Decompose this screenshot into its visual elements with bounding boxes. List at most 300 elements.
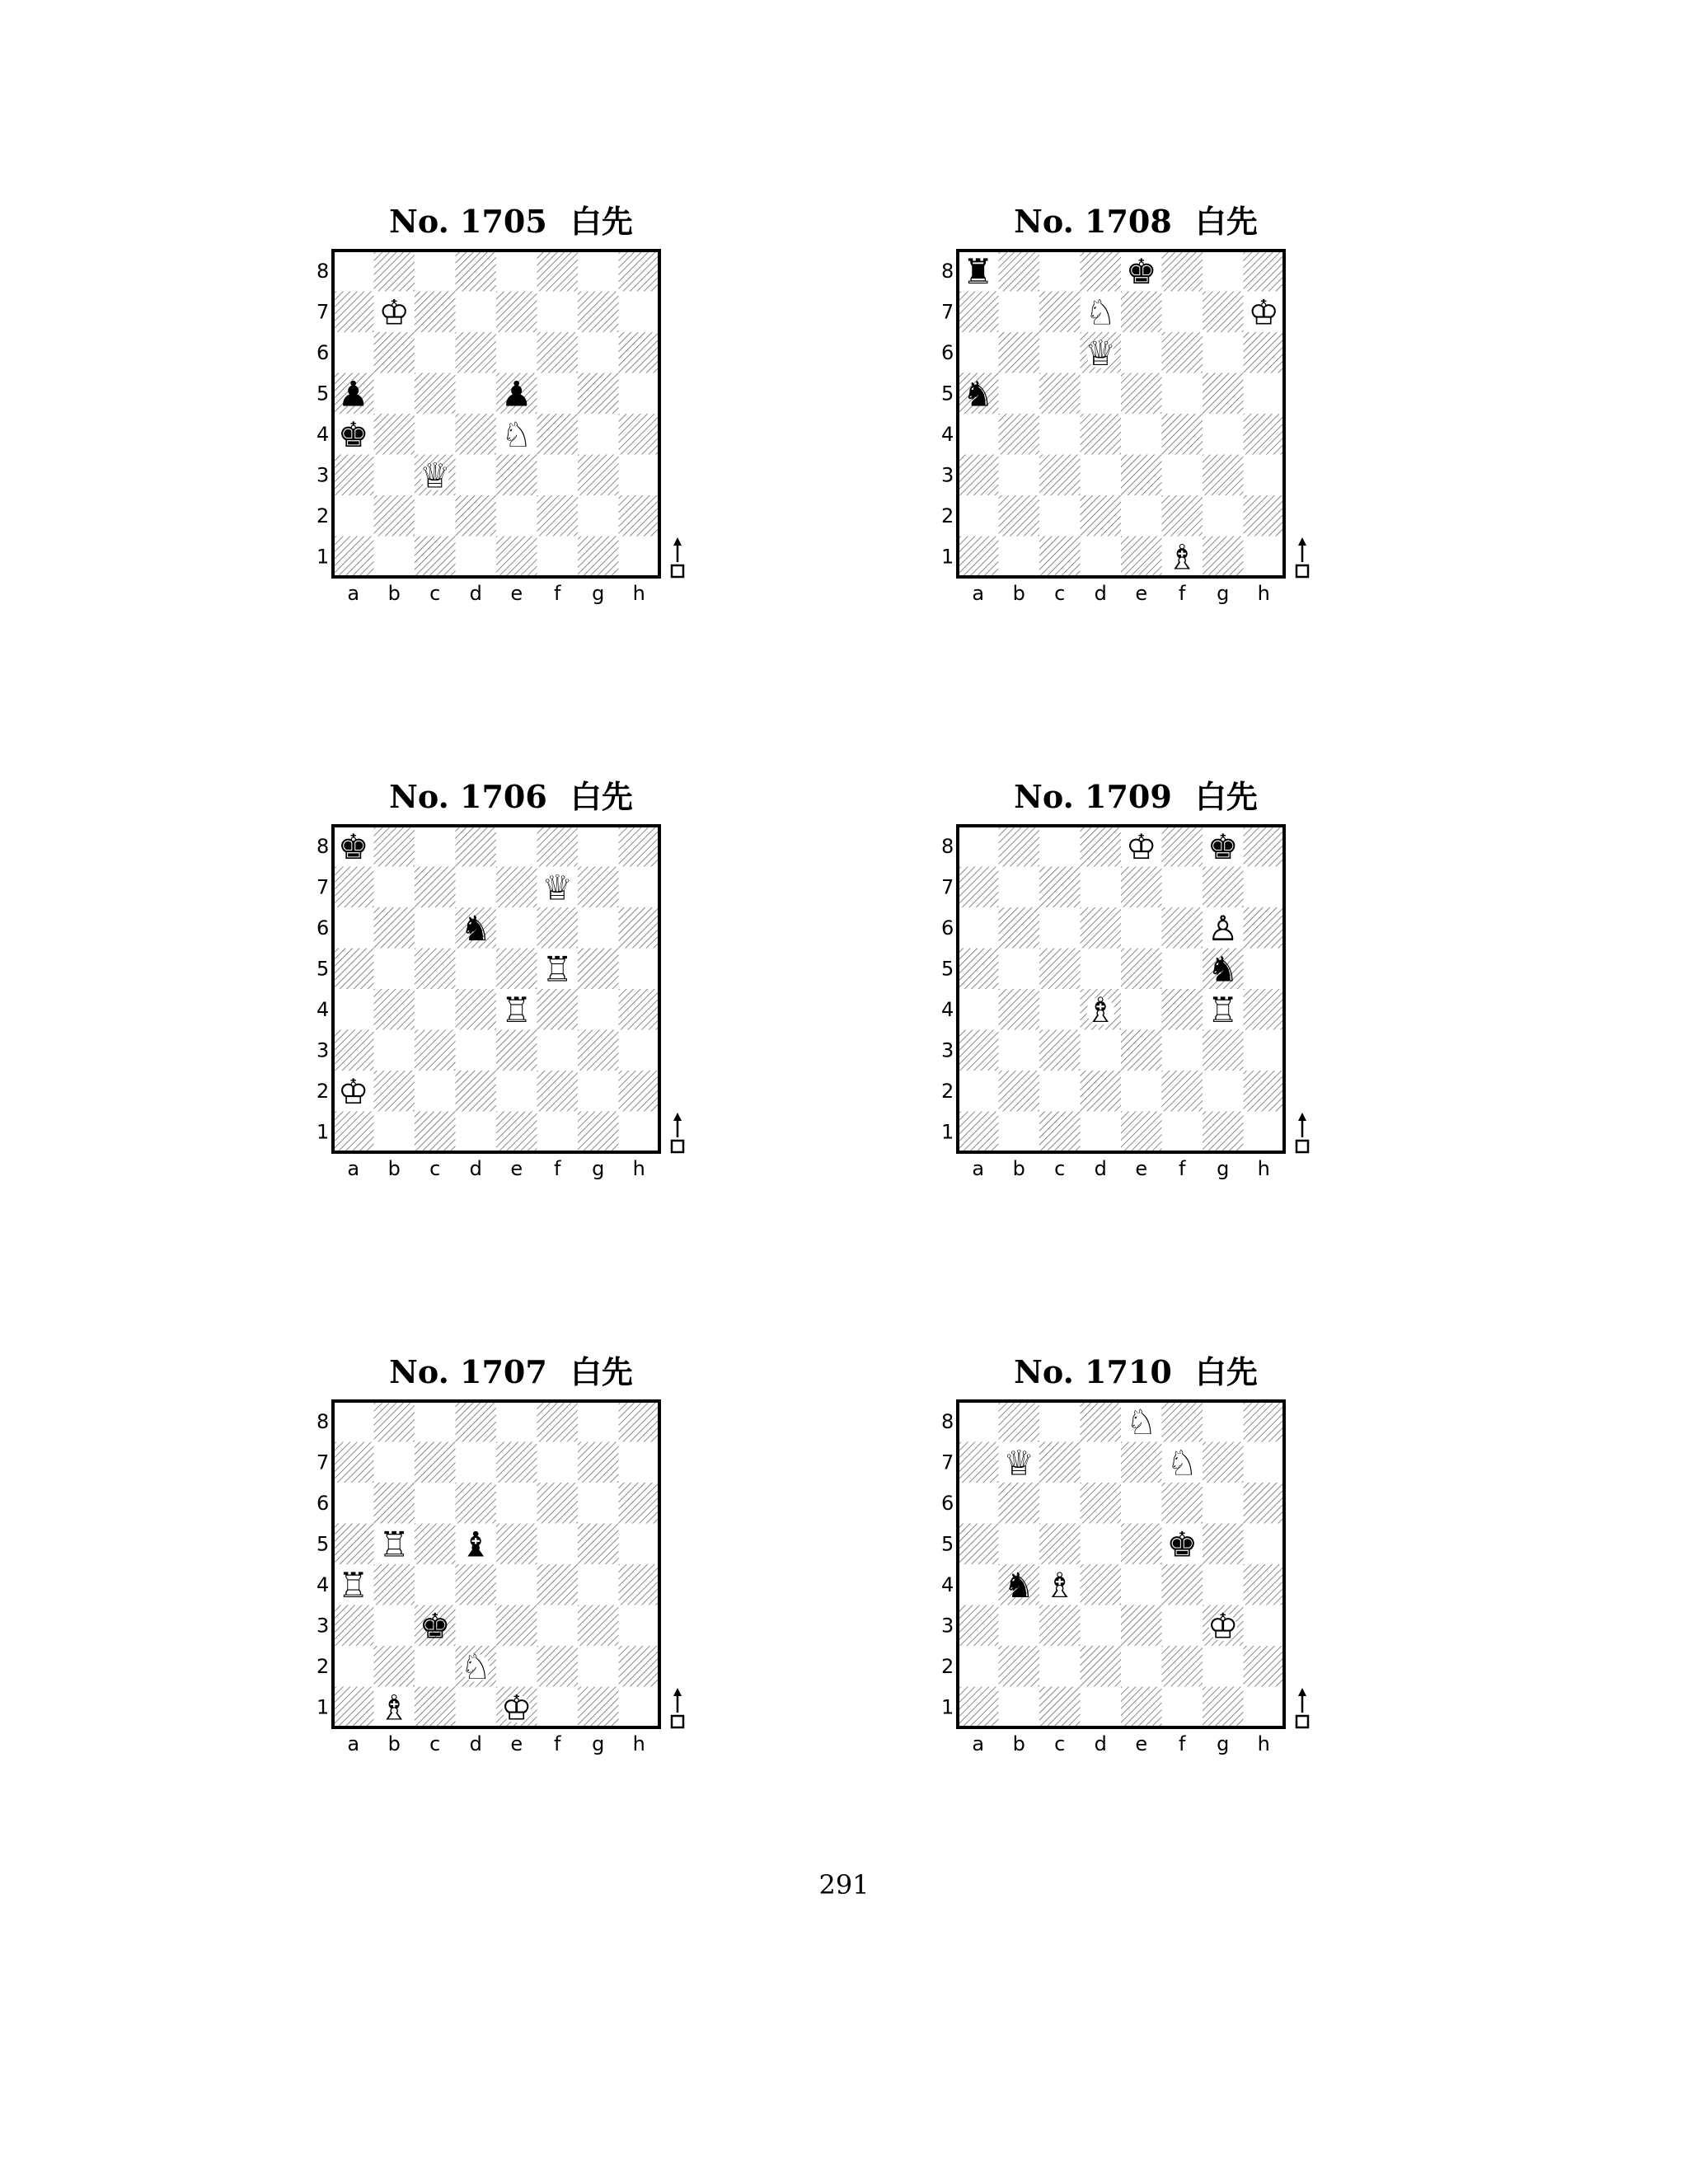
square-e4 xyxy=(1121,414,1162,455)
rank-label: 1 xyxy=(941,545,954,569)
square-h8 xyxy=(619,826,660,867)
file-label: a xyxy=(972,1157,985,1180)
square-e3 xyxy=(1121,1605,1162,1647)
square-g4 xyxy=(1203,414,1244,455)
square-f4 xyxy=(1162,989,1203,1030)
square-a6 xyxy=(333,907,374,949)
square-h1 xyxy=(1244,1687,1285,1728)
square-c8 xyxy=(1039,251,1081,292)
file-label: c xyxy=(1054,1157,1066,1180)
rank-label: 4 xyxy=(941,422,954,446)
white-king-icon xyxy=(1248,292,1279,332)
square-h5 xyxy=(1244,949,1285,990)
square-c3 xyxy=(1039,1030,1081,1071)
square-e4 xyxy=(1121,1564,1162,1605)
square-f4 xyxy=(537,989,579,1030)
svg-text:♖: ♖ xyxy=(500,989,532,1030)
black-knight-icon xyxy=(1003,1565,1034,1605)
square-c1 xyxy=(1039,1112,1081,1153)
square-f1 xyxy=(1162,1687,1203,1728)
file-label: c xyxy=(429,582,441,605)
white-queen-icon xyxy=(420,455,451,495)
square-f6 xyxy=(1162,332,1203,373)
side-to-move: 白先 xyxy=(570,1353,633,1390)
square-g1 xyxy=(578,537,619,578)
file-label: h xyxy=(1257,1732,1270,1755)
white-to-move-icon xyxy=(672,1113,683,1152)
square-b5 xyxy=(999,373,1040,415)
square-a7 xyxy=(333,292,374,333)
square-a1 xyxy=(333,1687,374,1728)
chess-diagram xyxy=(313,1394,692,1755)
square-c4 xyxy=(1039,414,1081,455)
white-queen-icon xyxy=(1085,333,1116,373)
puzzle-1707 xyxy=(313,1347,775,1775)
square-d3 xyxy=(456,1030,497,1071)
square-e6 xyxy=(496,332,537,373)
file-label: b xyxy=(387,1732,401,1755)
puzzle-1706 xyxy=(313,771,775,1200)
rank-label: 5 xyxy=(941,957,954,981)
square-c7 xyxy=(1039,292,1081,333)
square-d6 xyxy=(1081,1483,1122,1524)
black-rook-icon xyxy=(963,251,994,292)
square-e5 xyxy=(1121,949,1162,990)
side-to-move: 白先 xyxy=(1194,203,1258,240)
file-label: a xyxy=(347,582,360,605)
square-g2 xyxy=(578,1071,619,1112)
svg-text:♔: ♔ xyxy=(337,1071,369,1112)
square-a2 xyxy=(333,1646,374,1687)
square-a4 xyxy=(958,989,999,1030)
square-f8 xyxy=(1162,1401,1203,1442)
square-g3 xyxy=(578,455,619,496)
square-c4 xyxy=(415,989,456,1030)
square-d8 xyxy=(456,251,497,292)
file-label: b xyxy=(1012,582,1025,605)
rank-label: 8 xyxy=(941,834,954,858)
square-g2 xyxy=(578,1646,619,1687)
square-d8 xyxy=(456,1401,497,1442)
rank-label: 2 xyxy=(316,504,330,527)
square-e1 xyxy=(496,1112,537,1153)
square-g6 xyxy=(578,332,619,373)
black-king-icon xyxy=(1166,1524,1198,1564)
file-label: d xyxy=(1094,582,1107,605)
rank-label: 6 xyxy=(316,340,330,364)
square-f5 xyxy=(537,373,579,415)
square-b2 xyxy=(999,1071,1040,1112)
white-to-move-icon xyxy=(672,1688,683,1727)
square-e2 xyxy=(496,495,537,537)
svg-text:♚: ♚ xyxy=(1207,826,1239,867)
square-c8 xyxy=(415,826,456,867)
svg-text:♚: ♚ xyxy=(419,1605,451,1647)
puzzle-1709 xyxy=(938,771,1400,1200)
square-a5 xyxy=(958,949,999,990)
square-f7 xyxy=(1162,292,1203,333)
square-h4 xyxy=(1244,414,1285,455)
square-g8 xyxy=(1203,251,1244,292)
square-h2 xyxy=(1244,1071,1285,1112)
square-e5 xyxy=(496,949,537,990)
square-e1 xyxy=(1121,1112,1162,1153)
puzzle-title xyxy=(346,196,676,241)
svg-text:♔: ♔ xyxy=(1125,826,1157,867)
rank-label: 4 xyxy=(316,1572,330,1596)
svg-text:♙: ♙ xyxy=(1207,907,1239,949)
square-g3 xyxy=(1203,455,1244,496)
square-e7 xyxy=(1121,1442,1162,1483)
square-g1 xyxy=(1203,1687,1244,1728)
square-d8 xyxy=(1081,826,1122,867)
file-label: a xyxy=(972,1732,985,1755)
white-king-icon xyxy=(1126,827,1157,867)
square-h7 xyxy=(1244,867,1285,908)
square-a2 xyxy=(958,1071,999,1112)
file-label: d xyxy=(469,1157,482,1180)
square-d4 xyxy=(456,989,497,1030)
file-label: b xyxy=(387,1157,401,1180)
square-c4 xyxy=(415,414,456,455)
square-h5 xyxy=(619,373,660,415)
rank-label: 1 xyxy=(941,1120,954,1144)
square-c6 xyxy=(1039,332,1081,373)
square-a8 xyxy=(333,251,374,292)
square-h3 xyxy=(619,455,660,496)
square-b3 xyxy=(374,1605,415,1647)
square-h7 xyxy=(1244,1442,1285,1483)
file-label: e xyxy=(510,1732,523,1755)
square-f8 xyxy=(537,1401,579,1442)
square-a4 xyxy=(958,414,999,455)
file-label: d xyxy=(1094,1732,1107,1755)
square-f8 xyxy=(537,251,579,292)
square-a4 xyxy=(333,989,374,1030)
square-b8 xyxy=(999,251,1040,292)
file-label: c xyxy=(429,1157,441,1180)
black-knight-icon xyxy=(963,373,994,414)
file-label: f xyxy=(554,1157,561,1180)
black-king-icon xyxy=(1126,251,1157,292)
square-e2 xyxy=(496,1646,537,1687)
square-e6 xyxy=(496,907,537,949)
square-a3 xyxy=(958,1030,999,1071)
file-label: f xyxy=(554,1732,561,1755)
square-b6 xyxy=(999,907,1040,949)
rank-label: 8 xyxy=(316,259,330,283)
square-a5 xyxy=(958,1524,999,1565)
square-a7 xyxy=(958,1442,999,1483)
square-h2 xyxy=(1244,495,1285,537)
square-g7 xyxy=(578,867,619,908)
white-knight-icon xyxy=(1166,1442,1198,1483)
puzzle-1710 xyxy=(938,1347,1400,1775)
white-to-move-icon xyxy=(1296,1113,1308,1152)
square-f6 xyxy=(537,332,579,373)
square-d1 xyxy=(456,1687,497,1728)
puzzle-number: No. 1706 xyxy=(389,778,547,815)
svg-text:♞: ♞ xyxy=(1003,1564,1035,1605)
square-f4 xyxy=(1162,414,1203,455)
chess-diagram xyxy=(313,819,692,1180)
square-b4 xyxy=(374,414,415,455)
square-d2 xyxy=(1081,495,1122,537)
rank-label: 7 xyxy=(316,1451,330,1474)
square-d8 xyxy=(456,826,497,867)
square-h3 xyxy=(1244,1605,1285,1647)
file-label: f xyxy=(554,582,561,605)
rank-label: 4 xyxy=(941,1572,954,1596)
square-f2 xyxy=(1162,1071,1203,1112)
square-b3 xyxy=(999,455,1040,496)
file-label: h xyxy=(632,582,645,605)
square-b3 xyxy=(999,1605,1040,1647)
square-a8 xyxy=(333,1401,374,1442)
black-king-icon xyxy=(338,415,369,455)
square-c5 xyxy=(1039,373,1081,415)
square-g7 xyxy=(1203,867,1244,908)
square-g3 xyxy=(578,1030,619,1071)
square-g5 xyxy=(578,949,619,990)
square-e3 xyxy=(496,1030,537,1071)
square-g8 xyxy=(1203,1401,1244,1442)
square-c6 xyxy=(415,332,456,373)
square-f6 xyxy=(1162,1483,1203,1524)
square-d2 xyxy=(456,1071,497,1112)
square-d4 xyxy=(1081,414,1122,455)
square-d1 xyxy=(456,537,497,578)
square-a2 xyxy=(958,495,999,537)
side-to-move: 白先 xyxy=(570,778,633,815)
square-h8 xyxy=(1244,826,1285,867)
square-f8 xyxy=(1162,251,1203,292)
square-g2 xyxy=(1203,1646,1244,1687)
square-c7 xyxy=(1039,867,1081,908)
square-h6 xyxy=(619,907,660,949)
puzzle-1708 xyxy=(938,196,1400,625)
file-label: c xyxy=(429,1732,441,1755)
square-e5 xyxy=(496,1524,537,1565)
white-rook-icon xyxy=(378,1524,410,1564)
square-b1 xyxy=(999,537,1040,578)
square-e1 xyxy=(1121,537,1162,578)
black-king-icon xyxy=(420,1605,451,1646)
square-d1 xyxy=(1081,1687,1122,1728)
square-a6 xyxy=(958,332,999,373)
square-e8 xyxy=(496,251,537,292)
white-pawn-icon xyxy=(1207,908,1239,949)
square-b6 xyxy=(374,1483,415,1524)
square-a1 xyxy=(958,1112,999,1153)
square-a8 xyxy=(958,826,999,867)
square-g8 xyxy=(578,826,619,867)
svg-text:♔: ♔ xyxy=(1248,292,1280,333)
square-c2 xyxy=(415,495,456,537)
rank-label: 2 xyxy=(316,1654,330,1678)
square-c1 xyxy=(415,1687,456,1728)
square-g4 xyxy=(578,414,619,455)
white-king-icon xyxy=(501,1687,532,1727)
square-f1 xyxy=(537,537,579,578)
square-h7 xyxy=(619,1442,660,1483)
square-f4 xyxy=(537,414,579,455)
square-c8 xyxy=(1039,1401,1081,1442)
black-bishop-icon xyxy=(460,1524,491,1564)
rank-label: 2 xyxy=(316,1079,330,1103)
square-c8 xyxy=(1039,826,1081,867)
square-h4 xyxy=(619,414,660,455)
square-c4 xyxy=(415,1564,456,1605)
square-h8 xyxy=(1244,251,1285,292)
square-e3 xyxy=(496,455,537,496)
white-bishop-icon xyxy=(1085,990,1116,1030)
rank-label: 4 xyxy=(316,997,330,1021)
file-label: e xyxy=(510,1157,523,1180)
square-e3 xyxy=(496,1605,537,1647)
square-f3 xyxy=(537,1605,579,1647)
square-a6 xyxy=(958,1483,999,1524)
square-f6 xyxy=(537,1483,579,1524)
square-c5 xyxy=(415,373,456,415)
white-to-move-icon xyxy=(1296,1688,1308,1727)
puzzle-number: No. 1707 xyxy=(389,1353,547,1390)
rank-label: 8 xyxy=(941,1409,954,1433)
rank-label: 7 xyxy=(316,300,330,324)
rank-label: 4 xyxy=(941,997,954,1021)
square-a7 xyxy=(333,867,374,908)
square-g8 xyxy=(578,1401,619,1442)
square-d3 xyxy=(1081,1605,1122,1647)
square-f3 xyxy=(537,1030,579,1071)
white-queen-icon xyxy=(542,867,573,907)
square-d5 xyxy=(1081,949,1122,990)
square-b8 xyxy=(374,1401,415,1442)
rank-label: 6 xyxy=(316,1491,330,1515)
square-c1 xyxy=(415,1112,456,1153)
square-g6 xyxy=(1203,1483,1244,1524)
square-g5 xyxy=(1203,1524,1244,1565)
rank-label: 5 xyxy=(316,1532,330,1556)
square-e6 xyxy=(1121,1483,1162,1524)
square-f4 xyxy=(537,1564,579,1605)
svg-text:♖: ♖ xyxy=(1207,989,1239,1030)
square-h5 xyxy=(619,1524,660,1565)
square-g1 xyxy=(578,1687,619,1728)
square-b1 xyxy=(374,1112,415,1153)
rank-label: 6 xyxy=(316,916,330,940)
square-d3 xyxy=(456,455,497,496)
square-h7 xyxy=(619,292,660,333)
svg-text:♘: ♘ xyxy=(1166,1442,1198,1483)
rank-label: 3 xyxy=(941,1038,954,1062)
square-f8 xyxy=(1162,826,1203,867)
page-number: 291 xyxy=(818,1869,870,1900)
square-a5 xyxy=(333,1524,374,1565)
square-c7 xyxy=(415,292,456,333)
square-h6 xyxy=(1244,907,1285,949)
square-c3 xyxy=(1039,455,1081,496)
square-b7 xyxy=(999,867,1040,908)
square-f5 xyxy=(1162,373,1203,415)
white-knight-icon xyxy=(460,1647,491,1687)
svg-text:♘: ♘ xyxy=(1085,292,1117,333)
square-h4 xyxy=(1244,989,1285,1030)
square-e6 xyxy=(1121,332,1162,373)
square-b1 xyxy=(999,1112,1040,1153)
file-label: d xyxy=(1094,1157,1107,1180)
square-h8 xyxy=(619,1401,660,1442)
square-b2 xyxy=(999,1646,1040,1687)
rank-label: 2 xyxy=(941,1079,954,1103)
black-king-icon xyxy=(338,827,369,867)
white-rook-icon xyxy=(501,990,532,1030)
square-b2 xyxy=(374,495,415,537)
square-e5 xyxy=(1121,373,1162,415)
file-label: g xyxy=(1217,582,1230,605)
square-b2 xyxy=(374,1646,415,1687)
square-h5 xyxy=(1244,373,1285,415)
rank-label: 1 xyxy=(941,1695,954,1719)
square-a6 xyxy=(333,1483,374,1524)
square-g5 xyxy=(578,373,619,415)
square-b5 xyxy=(374,949,415,990)
black-knight-icon xyxy=(460,908,491,949)
square-b7 xyxy=(999,292,1040,333)
rank-label: 6 xyxy=(941,1491,954,1515)
white-knight-icon xyxy=(1085,292,1116,332)
puzzle-number: No. 1705 xyxy=(389,203,547,240)
square-f3 xyxy=(1162,1030,1203,1071)
square-a3 xyxy=(333,1030,374,1071)
square-g1 xyxy=(578,1112,619,1153)
file-label: b xyxy=(1012,1157,1025,1180)
square-b5 xyxy=(999,949,1040,990)
rank-label: 3 xyxy=(316,463,330,487)
square-e7 xyxy=(496,867,537,908)
file-label: c xyxy=(1054,582,1066,605)
square-b1 xyxy=(374,537,415,578)
chess-diagram xyxy=(938,244,1317,605)
square-g7 xyxy=(578,1442,619,1483)
square-g2 xyxy=(1203,495,1244,537)
square-g7 xyxy=(1203,292,1244,333)
square-c2 xyxy=(1039,1646,1081,1687)
puzzle-title xyxy=(971,1347,1301,1392)
rank-label: 7 xyxy=(941,875,954,899)
square-g4 xyxy=(578,1564,619,1605)
file-label: g xyxy=(1217,1157,1230,1180)
square-e3 xyxy=(1121,455,1162,496)
square-f2 xyxy=(537,1071,579,1112)
square-h3 xyxy=(619,1030,660,1071)
svg-text:♘: ♘ xyxy=(460,1646,492,1687)
svg-text:♞: ♞ xyxy=(962,373,994,415)
square-h1 xyxy=(619,1112,660,1153)
white-rook-icon xyxy=(1207,990,1239,1030)
square-b4 xyxy=(999,414,1040,455)
square-b6 xyxy=(374,332,415,373)
square-f2 xyxy=(1162,495,1203,537)
square-f2 xyxy=(537,495,579,537)
square-c6 xyxy=(415,1483,456,1524)
square-b6 xyxy=(999,332,1040,373)
square-c2 xyxy=(1039,495,1081,537)
black-pawn-icon xyxy=(501,373,532,414)
file-label: g xyxy=(592,1157,605,1180)
square-a7 xyxy=(958,867,999,908)
rank-label: 4 xyxy=(316,422,330,446)
